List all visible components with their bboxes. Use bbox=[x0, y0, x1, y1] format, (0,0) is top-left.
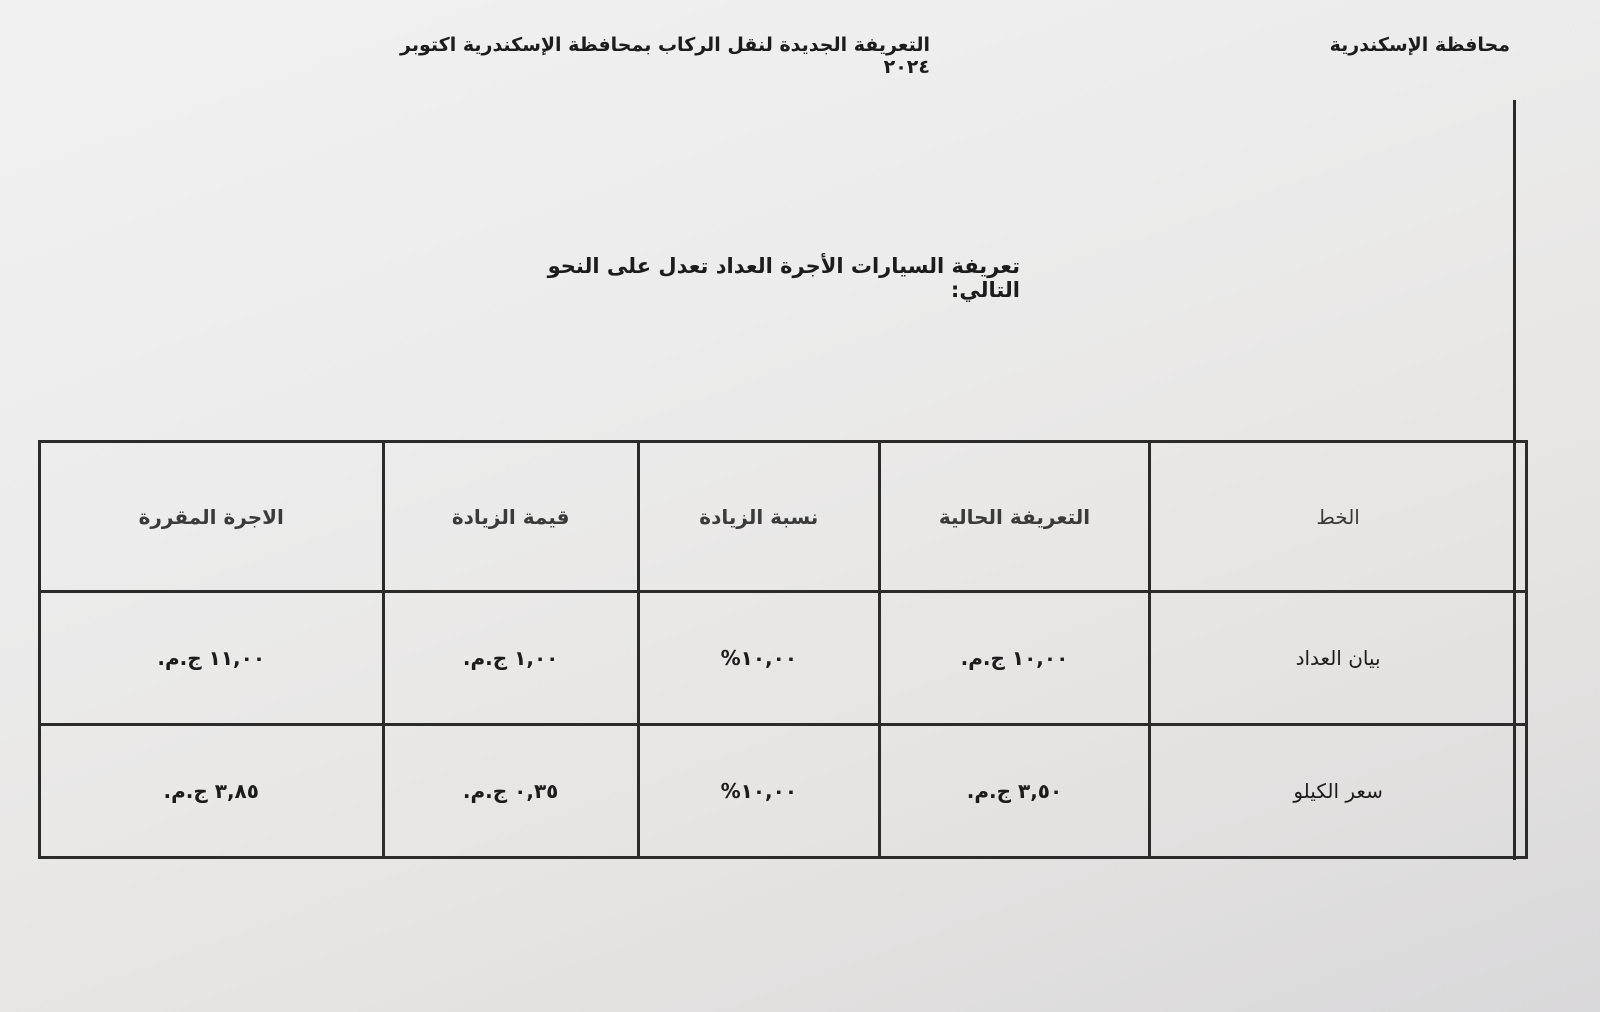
row-per-km-line: سعر الكيلو bbox=[1150, 725, 1527, 858]
header-increase-value-label: قيمة الزيادة bbox=[451, 504, 570, 529]
header-increase-percent-label: نسبة الزيادة bbox=[699, 504, 819, 529]
header-approved-fare bbox=[40, 442, 384, 592]
row-meter-start-increase bbox=[383, 592, 638, 725]
table-row bbox=[40, 592, 1527, 725]
row-per-km-current bbox=[879, 725, 1149, 858]
row-per-km-final-value: ٣,٨٥ ج.م. bbox=[163, 779, 259, 803]
row-meter-start-final bbox=[40, 592, 384, 725]
header-increase-value bbox=[383, 442, 638, 592]
header-line bbox=[1150, 442, 1527, 592]
row-meter-start-current bbox=[879, 592, 1149, 725]
header-line-label: الخط bbox=[1316, 504, 1360, 529]
header-approved-fare-label: الاجرة المقررة bbox=[138, 504, 284, 529]
row-meter-start-increase-value: ١,٠٠ ج.م. bbox=[462, 646, 559, 670]
table-header-row bbox=[40, 442, 1527, 592]
row-per-km-percent bbox=[638, 725, 879, 858]
fare-table bbox=[38, 440, 1528, 859]
row-meter-start-percent bbox=[638, 592, 879, 725]
row-meter-start-line: بيان العداد bbox=[1150, 592, 1527, 725]
header-current-fare bbox=[879, 442, 1149, 592]
issuing-authority: محافظة الإسكندرية bbox=[1329, 34, 1510, 56]
row-per-km-current-value: ٣,٥٠ ج.م. bbox=[966, 779, 1063, 803]
row-per-km-final bbox=[40, 725, 384, 858]
header-increase-percent bbox=[638, 442, 879, 592]
row-per-km-percent-value: ١٠,٠٠% bbox=[720, 779, 798, 803]
intro-text: تعريفة السيارات الأجرة العداد تعدل على النحو التالي: bbox=[547, 254, 1020, 302]
row-per-km-increase-value: ٠,٣٥ ج.م. bbox=[462, 779, 559, 803]
header-current-fare-label: التعريفة الحالية bbox=[938, 504, 1091, 529]
row-per-km-increase bbox=[383, 725, 638, 858]
table-row bbox=[40, 725, 1527, 858]
row-meter-start-final-value: ١١,٠٠ ج.م. bbox=[157, 646, 266, 670]
row-meter-start-percent-value: ١٠,٠٠% bbox=[720, 646, 798, 670]
document-title: التعريفة الجديدة لنقل الركاب بمحافظة الإسكندرية اكتوبر ٢٠٢٤ bbox=[400, 34, 930, 78]
row-meter-start-current-value: ١٠,٠٠ ج.م. bbox=[960, 646, 1069, 670]
